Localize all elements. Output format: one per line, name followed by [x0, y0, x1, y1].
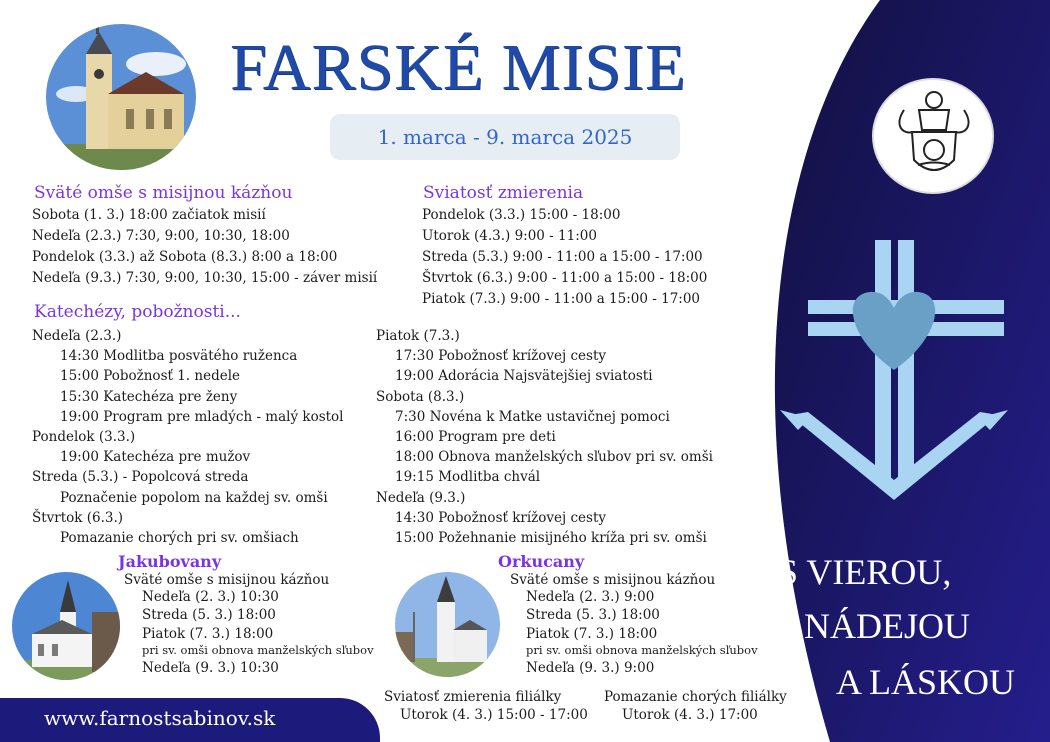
- program-item: 19:00 Adorácia Najsvätejšiej sviatosti: [395, 368, 653, 385]
- orkucany-church-photo: [395, 572, 500, 677]
- day-label: Nedeľa (2.3.): [32, 328, 122, 344]
- program-item: 15:00 Požehnanie misijného kríža pri sv. omši: [395, 530, 707, 546]
- orkucany-line: pri sv. omši obnova manželských sľubov: [526, 643, 758, 657]
- jakubovany-line: pri sv. omši obnova manželských sľubov: [142, 643, 374, 657]
- confession-line: Utorok (4.3.) 9:00 - 11:00: [422, 228, 597, 244]
- confession-line: Streda (5.3.) 9:00 - 11:00 a 15:00 - 17:00: [422, 249, 703, 265]
- masses-line: Nedeľa (9.3.) 7:30, 9:00, 10:30, 15:00 - záver misií: [32, 270, 378, 286]
- parish-emblem: [872, 78, 994, 194]
- program-item: 16:00 Program pre deti: [395, 429, 556, 445]
- confession-line: Pondelok (3.3.) 15:00 - 18:00: [422, 207, 621, 223]
- orkucany-heading: Orkucany: [498, 552, 585, 571]
- jakubovany-line: Nedeľa (9. 3.) 10:30: [142, 660, 279, 676]
- program-item: 18:00 Obnova manželských sľubov pri sv. omši: [395, 449, 713, 466]
- masses-line: Nedeľa (2.3.) 7:30, 9:00, 10:30, 18:00: [32, 228, 290, 244]
- masses-line: Sobota (1. 3.) 18:00 začiatok misií: [32, 207, 266, 223]
- slogan-line-3: A LÁSKOU: [836, 662, 1016, 702]
- slogan-line-1: S VIEROU,: [778, 552, 952, 592]
- program-item: 15:30 Katechéza pre ženy: [60, 388, 238, 405]
- program-item: Pomazanie chorých pri sv. omšiach: [60, 530, 299, 546]
- masses-line: Pondelok (3.3.) až Sobota (8.3.) 8:00 a 18:00: [32, 249, 338, 265]
- day-label: Streda (5.3.) - Popolcová streda: [32, 469, 249, 486]
- jakubovany-church-photo: [12, 572, 120, 680]
- date-range: 1. marca - 9. marca 2025: [377, 125, 633, 149]
- filial-confession-label: Sviatosť zmierenia filiálky: [384, 689, 562, 705]
- day-label: Nedeľa (9.3.): [376, 489, 466, 506]
- day-label: Pondelok (3.3.): [32, 429, 136, 445]
- jakubovany-line: Streda (5. 3.) 18:00: [142, 607, 276, 623]
- confession-line: Štvrtok (6.3.) 9:00 - 11:00 a 15:00 - 18:00: [422, 270, 708, 286]
- orkucany-subheading: Sväté omše s misijnou kázňou: [510, 572, 716, 588]
- program-item: 19:00 Katechéza pre mužov: [60, 449, 251, 466]
- program-item: 7:30 Novéna k Matke ustavičnej pomoci: [395, 408, 670, 425]
- day-label: Piatok (7.3.): [376, 328, 460, 344]
- jakubovany-line: Nedeľa (2. 3.) 10:30: [142, 589, 279, 605]
- filial-anointing-label: Pomazanie chorých filiálky: [604, 689, 787, 705]
- day-label: Štvrtok (6.3.): [32, 509, 124, 526]
- filial-anointing-time: Utorok (4. 3.) 17:00: [622, 707, 758, 723]
- date-badge: [330, 114, 680, 160]
- jakubovany-heading: Jakubovany: [118, 552, 222, 571]
- filial-confession-time: Utorok (4. 3.) 15:00 - 17:00: [400, 707, 588, 723]
- website-link[interactable]: www.farnostsabinov.sk: [44, 706, 276, 730]
- program-item: 19:15 Modlitba chvál: [395, 469, 541, 486]
- church-photo: [46, 24, 196, 170]
- program-item: 19:00 Program pre mladých - malý kostol: [60, 408, 344, 425]
- orkucany-line: Streda (5. 3.) 18:00: [526, 607, 660, 623]
- page-title: FARSKÉ MISIE: [230, 31, 687, 104]
- program-item: Poznačenie popolom na každej sv. omši: [60, 489, 328, 506]
- program-item: 14:30 Pobožnosť krížovej cesty: [395, 509, 607, 526]
- program-item: 14:30 Modlitba posvätého ruženca: [60, 348, 298, 365]
- orkucany-line: Nedeľa (2. 3.) 9:00: [526, 589, 655, 605]
- jakubovany-line: Piatok (7. 3.) 18:00: [142, 626, 274, 642]
- angel-emblem-icon: [874, 80, 992, 192]
- orkucany-line: Nedeľa (9. 3.) 9:00: [526, 660, 655, 676]
- jakubovany-subheading: Sväté omše s misijnou kázňou: [124, 572, 330, 588]
- masses-heading: Sväté omše s misijnou kázňou: [34, 183, 293, 203]
- confession-heading: Sviatosť zmierenia: [423, 183, 584, 203]
- slogan-line-2: NÁDEJOU: [804, 606, 970, 646]
- program-item: 17:30 Pobožnosť krížovej cesty: [395, 348, 607, 365]
- cross-heart-anchor-icon: [780, 230, 1030, 550]
- program-item: 15:00 Pobožnosť 1. nedele: [60, 368, 241, 385]
- day-label: Sobota (8.3.): [376, 388, 465, 405]
- orkucany-line: Piatok (7. 3.) 18:00: [526, 626, 658, 642]
- catechesis-heading: Katechézy, pobožnosti...: [34, 302, 241, 322]
- confession-line: Piatok (7.3.) 9:00 - 11:00 a 15:00 - 17:00: [422, 291, 701, 307]
